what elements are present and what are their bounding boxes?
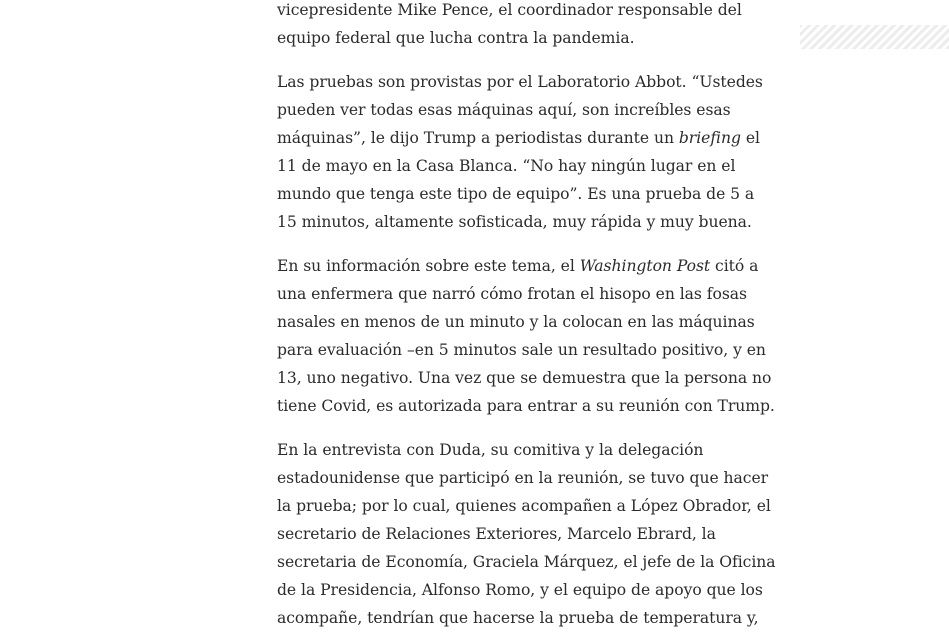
article-paragraph-4: [277, 436, 777, 632]
paragraph-4-text: En la entrevista con Duda, su comitiva y la delegación estadounidense que participó en la reunión, se tuvo que hacer la prueba; por lo cual, quienes acompañen a López Obrador, el secretario de Relaciones Exteriores, Marcelo Ebrard, la secretaria de Economía, Graciela Márquez, el jefe de la Oficina de la Presidencia, Alfonso Romo, y el equipo de apoyo que los acompañe, tendrían que hacerse la prueba de temperatura y,: [277, 441, 776, 627]
ad-placeholder: [800, 25, 949, 49]
article-paragraph-1: [277, 0, 777, 52]
paragraph-3-text-b: citó a una enfermera que narró cómo frotan el hisopo en las fosas nasales en menos de un minuto y la colocan en las máquinas para evaluación –en 5 minutos sale un resultado positivo, y en 13, uno negativo. Una vez que se demuestra que la persona no tiene Covid, es autorizada para entrar a su reunión con Trump.: [277, 257, 775, 415]
paragraph-2-text-a: Las pruebas son provistas por el Laboratorio Abbot. “Ustedes pueden ver todas esas máquinas aquí, son increíbles esas máquinas”, le dijo Trump a periodistas durante un: [277, 73, 763, 147]
paragraph-1-text: vicepresidente Mike Pence, el coordinador responsable del equipo federal que lucha contra la pandemia.: [277, 1, 742, 47]
article-paragraph-3: [277, 252, 777, 420]
paragraph-2-emphasis: briefing: [678, 129, 741, 147]
article-paragraph-2: [277, 68, 777, 236]
paragraph-2-text-b: el 11 de mayo en la Casa Blanca. “No hay ningún lugar en el mundo que tenga este tipo de equipo”. Es una prueba de 5 a 15 minutos, altamente sofisticada, muy rápida y muy buena.: [277, 129, 760, 231]
paragraph-3-text-a: En su información sobre este tema, el: [277, 257, 580, 275]
paragraph-3-emphasis: Washington Post: [579, 257, 711, 275]
article-body: [277, 0, 777, 632]
